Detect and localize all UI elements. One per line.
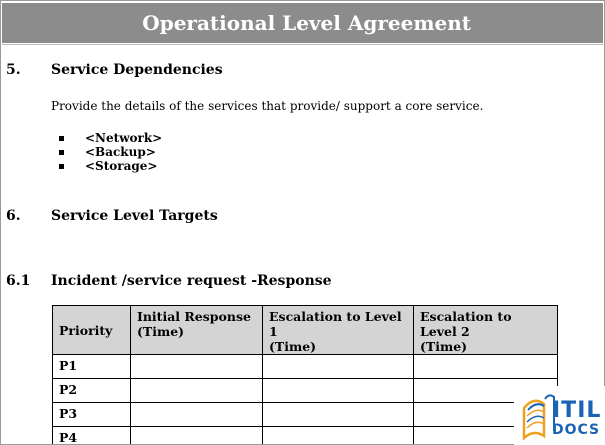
- response-targets-table: [52, 305, 558, 445]
- list-item: [59, 145, 162, 159]
- section-6-title: Service Level Targets: [51, 208, 218, 224]
- escalation-1-cell[interactable]: [263, 427, 414, 445]
- bullet-icon: [59, 150, 64, 155]
- section-5-title: Service Dependencies: [51, 62, 223, 78]
- table-row: [53, 403, 558, 427]
- section-6-number: 6.: [6, 208, 21, 224]
- title-divider: [2, 44, 603, 45]
- priority-cell: P4: [53, 427, 131, 445]
- itil-docs-logo: [514, 386, 605, 445]
- document-title-bar: [2, 3, 603, 43]
- section-6-1-title: Incident /service request -Response: [51, 273, 332, 289]
- section-5-number: 5.: [6, 62, 21, 78]
- escalation-2-cell[interactable]: [414, 355, 558, 379]
- bullet-icon: [59, 136, 64, 141]
- priority-cell: P1: [53, 355, 131, 379]
- escalation-1-cell[interactable]: [263, 379, 414, 403]
- header-initial-response: Initial Response (Time): [131, 306, 263, 355]
- initial-response-cell[interactable]: [131, 379, 263, 403]
- initial-response-cell[interactable]: [131, 355, 263, 379]
- section-5-description: Provide the details of the services that provide/ support a core service.: [51, 99, 484, 113]
- table-header-row: [53, 306, 558, 355]
- list-item: [59, 131, 162, 145]
- dependency-list: [59, 131, 162, 173]
- priority-cell: P3: [53, 403, 131, 427]
- dependency-storage: <Storage>: [85, 159, 158, 173]
- header-escalation-level-2: Escalation to Level 2 (Time): [414, 306, 558, 355]
- priority-cell: P2: [53, 379, 131, 403]
- logo-line-2: DOCS: [552, 422, 601, 438]
- escalation-1-cell[interactable]: [263, 355, 414, 379]
- logo-line-1: ITIL: [552, 398, 602, 423]
- bullet-icon: [59, 164, 64, 169]
- document-title: Operational Level Agreement: [142, 11, 471, 35]
- dependency-network: <Network>: [85, 131, 163, 145]
- initial-response-cell[interactable]: [131, 403, 263, 427]
- list-item: [59, 159, 162, 173]
- section-6-1-number: 6.1: [6, 273, 31, 289]
- table-row: [53, 355, 558, 379]
- escalation-1-cell[interactable]: [263, 403, 414, 427]
- table-row: [53, 379, 558, 403]
- dependency-backup: <Backup>: [85, 145, 156, 159]
- table-row: [53, 427, 558, 445]
- header-escalation-level-1: Escalation to Level 1 (Time): [263, 306, 414, 355]
- initial-response-cell[interactable]: [131, 427, 263, 445]
- header-priority: Priority: [53, 306, 131, 355]
